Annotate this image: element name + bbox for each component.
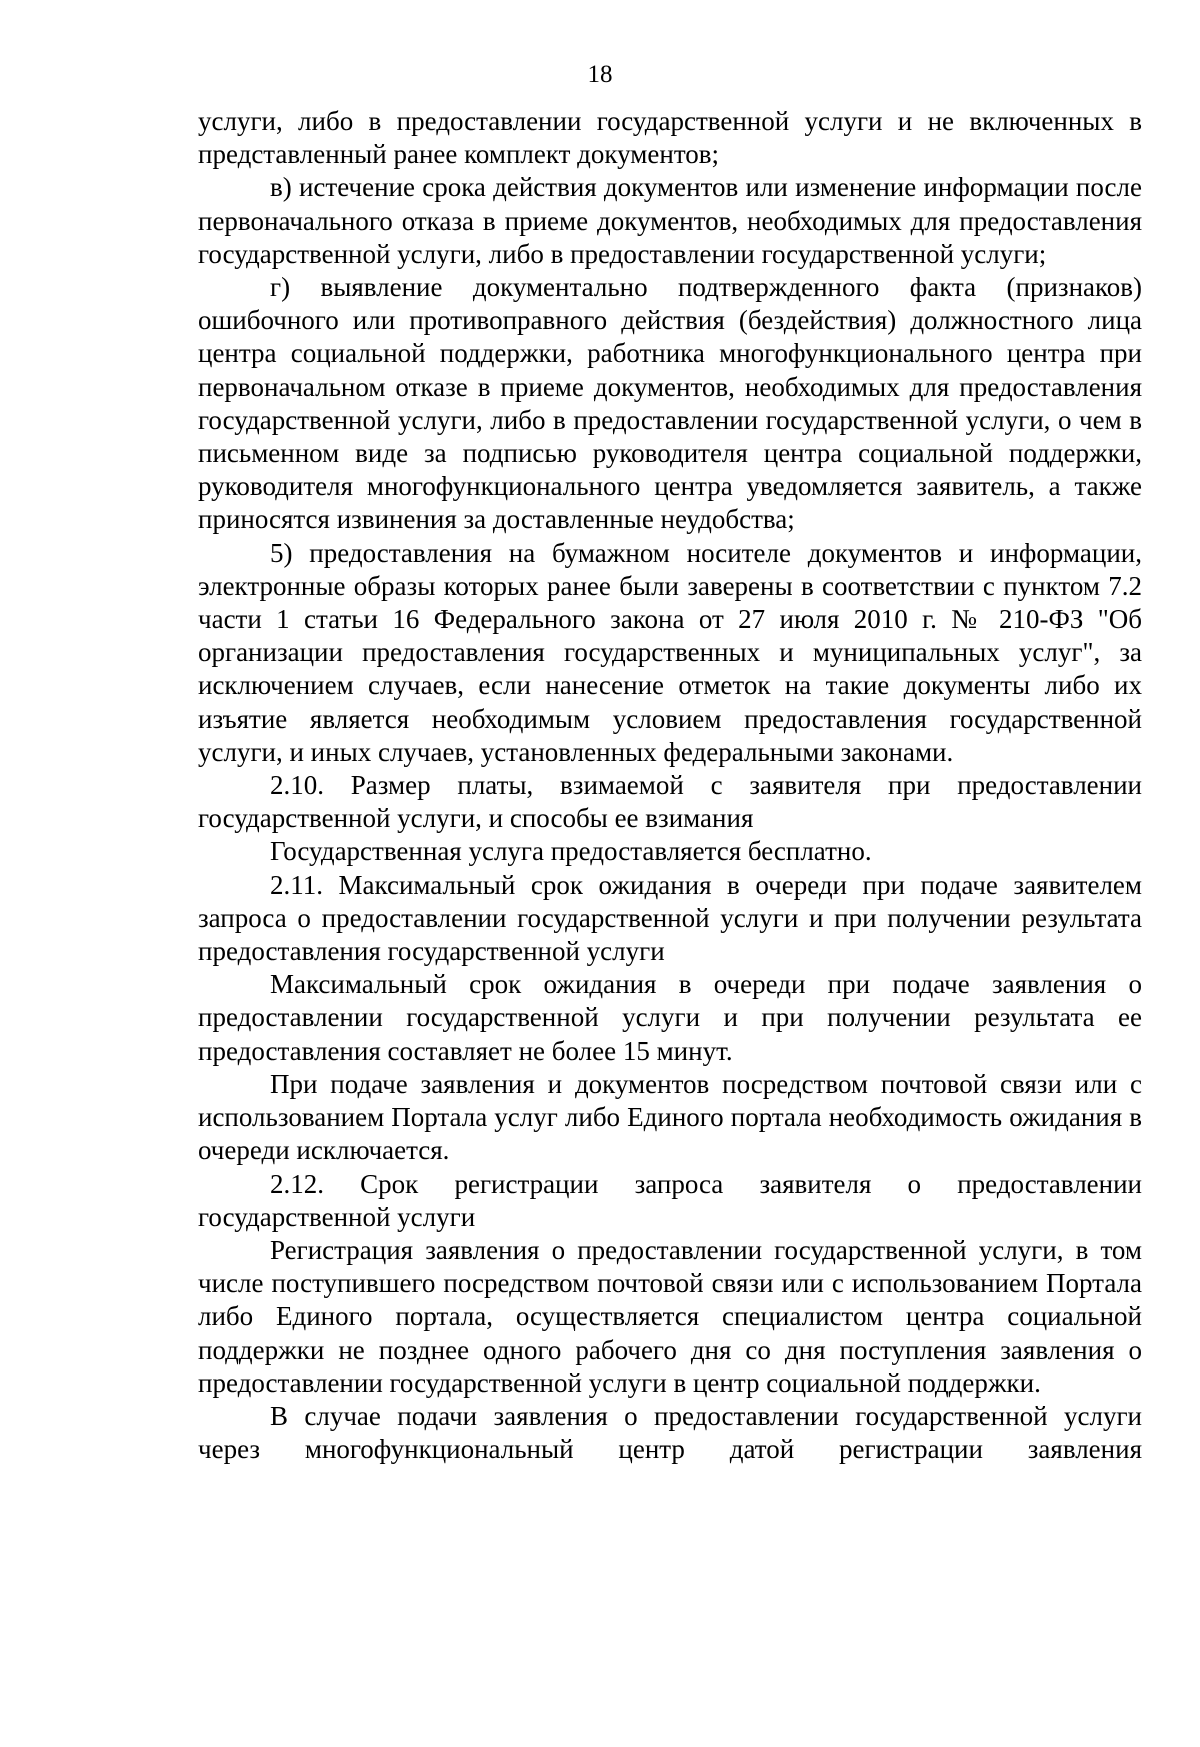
document-body: [198, 105, 1142, 1466]
paragraph: в) истечение срока действия документов или изменение информации после первоначального отказа в приеме документов, необходимых для предоставления государственной услуги, либо в предоставлении государственной услуги;: [198, 172, 1142, 269]
paragraph: Регистрация заявления о предоставлении государственной услуги, в том числе поступившего посредством почтовой связи или с использованием Портала либо Единого портала, осуществляется специалистом центра социальной поддержки не позднее одного рабочего дня со дня поступления заявления о предоставлении государственной услуги в центр социальной поддержки.: [198, 1234, 1142, 1398]
paragraph: г) выявление документально подтвержденного факта (признаков) ошибочного или противоправного действия (бездействия) должностного лица центра социальной поддержки, работника многофункционального центра при первоначальном отказе в приеме документов, необходимых для предоставления государственной услуги, либо в предоставлении государственной услуги, о чем в письменном виде за подписью руководителя центра социальной поддержки, руководителя многофункционального центра уведомляется заявитель, а также приносятся извинения за доставленные неудобства;: [198, 272, 1142, 535]
section-heading: 2.12. Срок регистрации запроса заявителя о предоставлении государственной услуги: [198, 1168, 1142, 1232]
page-number: 18: [587, 61, 613, 88]
paragraph: В случае подачи заявления о предоставлении государственной услуги через многофункциональный центр датой регистрации заявления: [198, 1400, 1142, 1465]
section-heading: 2.10. Размер платы, взимаемой с заявителя при предоставлении государственной услуги, и способы ее взимания: [198, 770, 1142, 834]
paragraph: Максимальный срок ожидания в очереди при подаче заявления о предоставлении государственной услуги и при получении результата ее предоставления составляет не более 15 минут.: [198, 969, 1142, 1066]
paragraph: 5) предоставления на бумажном носителе документов и информации, электронные образы которых ранее были заверены в соответствии с пунктом 7.2 части 1 статьи 16 Федерального закона от 27 июля 2010 г. № 210-ФЗ "Об организации предоставления государственных и муниципальных услуг", за исключением случаев, если нанесение отметок на такие документы либо их изъятие является необходимым условием предоставления государственной услуги, и иных случаев, установленных федеральными законами.: [198, 537, 1142, 767]
paragraph: При подаче заявления и документов посредством почтовой связи или с использованием Портала услуг либо Единого портала необходимость ожидания в очереди исключается.: [198, 1068, 1142, 1166]
paragraph: услуги, либо в предоставлении государственной услуги и не включенных в представленный ранее комплект документов;: [198, 106, 1142, 170]
section-heading: 2.11. Максимальный срок ожидания в очереди при подаче заявителем запроса о предоставлении государственной услуги и при получении результата предоставления государственной услуги: [198, 869, 1142, 967]
paragraph: Государственная услуга предоставляется бесплатно.: [270, 836, 872, 867]
